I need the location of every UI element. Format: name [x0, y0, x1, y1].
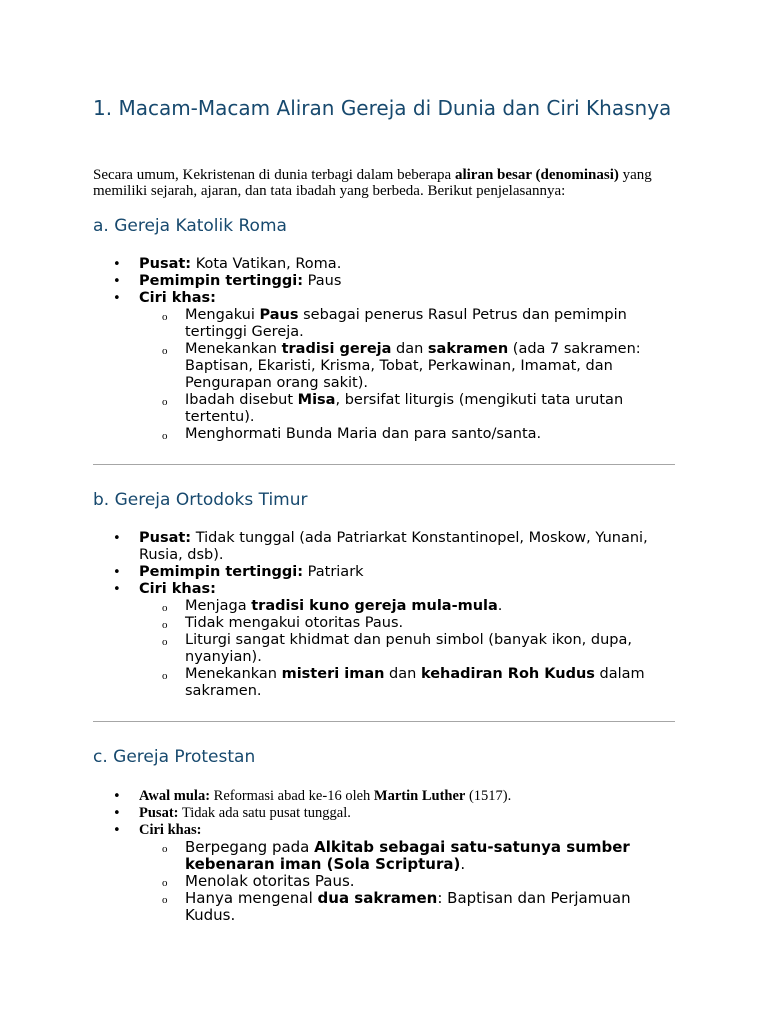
value-pusat: Tidak tunggal (ada Patriarkat Konstantinopel, Moskow, Yunani, Rusia, dsb). [139, 530, 648, 563]
section-divider [93, 721, 675, 722]
text-run: (ada 7 sakramen: Baptisan, Ekaristi, Krisma, Tobat, Perkawinan, Imamat, dan Pengurapan orang sakit). [185, 341, 641, 391]
text-run: Liturgi sangat khidmat dan penuh simbol (banyak ikon, dupa, nyanyian). [185, 632, 632, 665]
value-pusat: Tidak ada satu pusat tunggal. [178, 805, 351, 821]
page-title: 1. Macam-Macam Aliran Gereja di Dunia dan Ciri Khasnya [93, 96, 672, 120]
text-run: , bersifat liturgis (mengikuti tata urutan tertentu). [185, 392, 624, 425]
list-item-pemimpin [93, 564, 678, 581]
section-heading-ortodoks: b. Gereja Ortodoks Timur [93, 490, 308, 510]
bold-run: misteri iman [281, 666, 385, 682]
text-run: : Baptisan dan Perjamuan Kudus. [185, 889, 631, 924]
text-run: . [497, 598, 503, 614]
text-run: Berpegang pada [185, 838, 315, 856]
intro-paragraph [93, 167, 683, 199]
text-run: Menekankan [185, 666, 282, 682]
label-ciri: Ciri khas: [139, 581, 216, 597]
ciri-item [139, 666, 678, 700]
ciri-item [139, 873, 678, 890]
list-item-ciri [93, 581, 678, 700]
intro-emphasis: aliran besar (denominasi) [454, 167, 619, 183]
text-run: dan [391, 341, 428, 357]
text-run: Ibadah disebut [185, 392, 298, 408]
bold-run: Martin Luther [373, 788, 466, 804]
ciri-sublist [139, 307, 678, 443]
text-run: sebagai penerus Rasul Petrus dan pemimpin tertinggi Gereja. [185, 307, 627, 340]
label-pemimpin: Pemimpin tertinggi: [139, 273, 304, 289]
text-run: Tidak mengakui otoritas Paus. [185, 615, 404, 631]
section-heading-protestan: c. Gereja Protestan [93, 747, 256, 767]
list-item-awal [93, 788, 678, 805]
text-run: Menekankan [185, 341, 282, 357]
list-item-pusat [93, 530, 678, 564]
label-awal: Awal mula: [139, 788, 211, 804]
list-item-ciri [93, 822, 678, 924]
list-item-pusat [93, 256, 678, 273]
intro-text: yang memiliki sejarah, ajaran, dan tata ibadah yang berbeda. Berikut penjelasannya: [93, 167, 652, 199]
label-pemimpin: Pemimpin tertinggi: [139, 564, 304, 580]
bold-run: tradisi kuno gereja mula-mula [251, 598, 498, 614]
intro-text: Secara umum, Kekristenan di dunia terbagi dalam beberapa [93, 167, 455, 183]
text-run: Reformasi abad ke-16 oleh [210, 788, 374, 804]
list-item-pemimpin [93, 273, 678, 290]
text-run: (1517). [465, 788, 512, 804]
text-run: . [460, 855, 466, 873]
ciri-item [139, 392, 678, 426]
bold-run: tradisi gereja [281, 341, 392, 357]
bold-run: Alkitab sebagai satu-satunya sumber kebenaran iman (Sola Scriptura) [185, 838, 630, 873]
ciri-sublist [139, 839, 678, 924]
label-ciri: Ciri khas: [139, 822, 202, 838]
bold-run: Paus [259, 307, 299, 323]
text-run: Menolak otoritas Paus. [185, 872, 355, 890]
katolik-list [93, 256, 678, 443]
text-run: Menjaga [185, 598, 252, 614]
list-item-pusat [93, 805, 678, 822]
label-pusat: Pusat: [139, 805, 179, 821]
ortodoks-list [93, 530, 678, 700]
value-pemimpin: Paus [303, 273, 342, 289]
ciri-item [139, 839, 678, 873]
section-divider [93, 464, 675, 465]
text-run: dan [384, 666, 421, 682]
text-run: Menghormati Bunda Maria dan para santo/santa. [185, 426, 542, 442]
value-pemimpin: Patriark [303, 564, 364, 580]
ciri-item [139, 890, 678, 924]
section-heading-katolik: a. Gereja Katolik Roma [93, 216, 287, 236]
bold-run: Misa [297, 392, 336, 408]
bold-run: kehadiran Roh Kudus [420, 666, 595, 682]
ciri-item [139, 426, 678, 443]
text-run: Hanya mengenal [185, 889, 318, 907]
bold-run: sakramen [427, 341, 509, 357]
text-run: Mengakui [185, 307, 260, 323]
text-run: dalam sakramen. [185, 666, 645, 699]
ciri-item [139, 307, 678, 341]
value-pusat: Kota Vatikan, Roma. [191, 256, 342, 272]
ciri-item [139, 341, 678, 392]
label-pusat: Pusat: [139, 256, 192, 272]
ciri-item [139, 598, 678, 615]
ciri-sublist [139, 598, 678, 700]
list-item-ciri [93, 290, 678, 443]
label-pusat: Pusat: [139, 530, 192, 546]
bold-run: dua sakramen [317, 889, 438, 907]
ciri-item [139, 632, 678, 666]
ciri-item [139, 615, 678, 632]
label-ciri: Ciri khas: [139, 290, 216, 306]
protestan-list [93, 788, 678, 924]
